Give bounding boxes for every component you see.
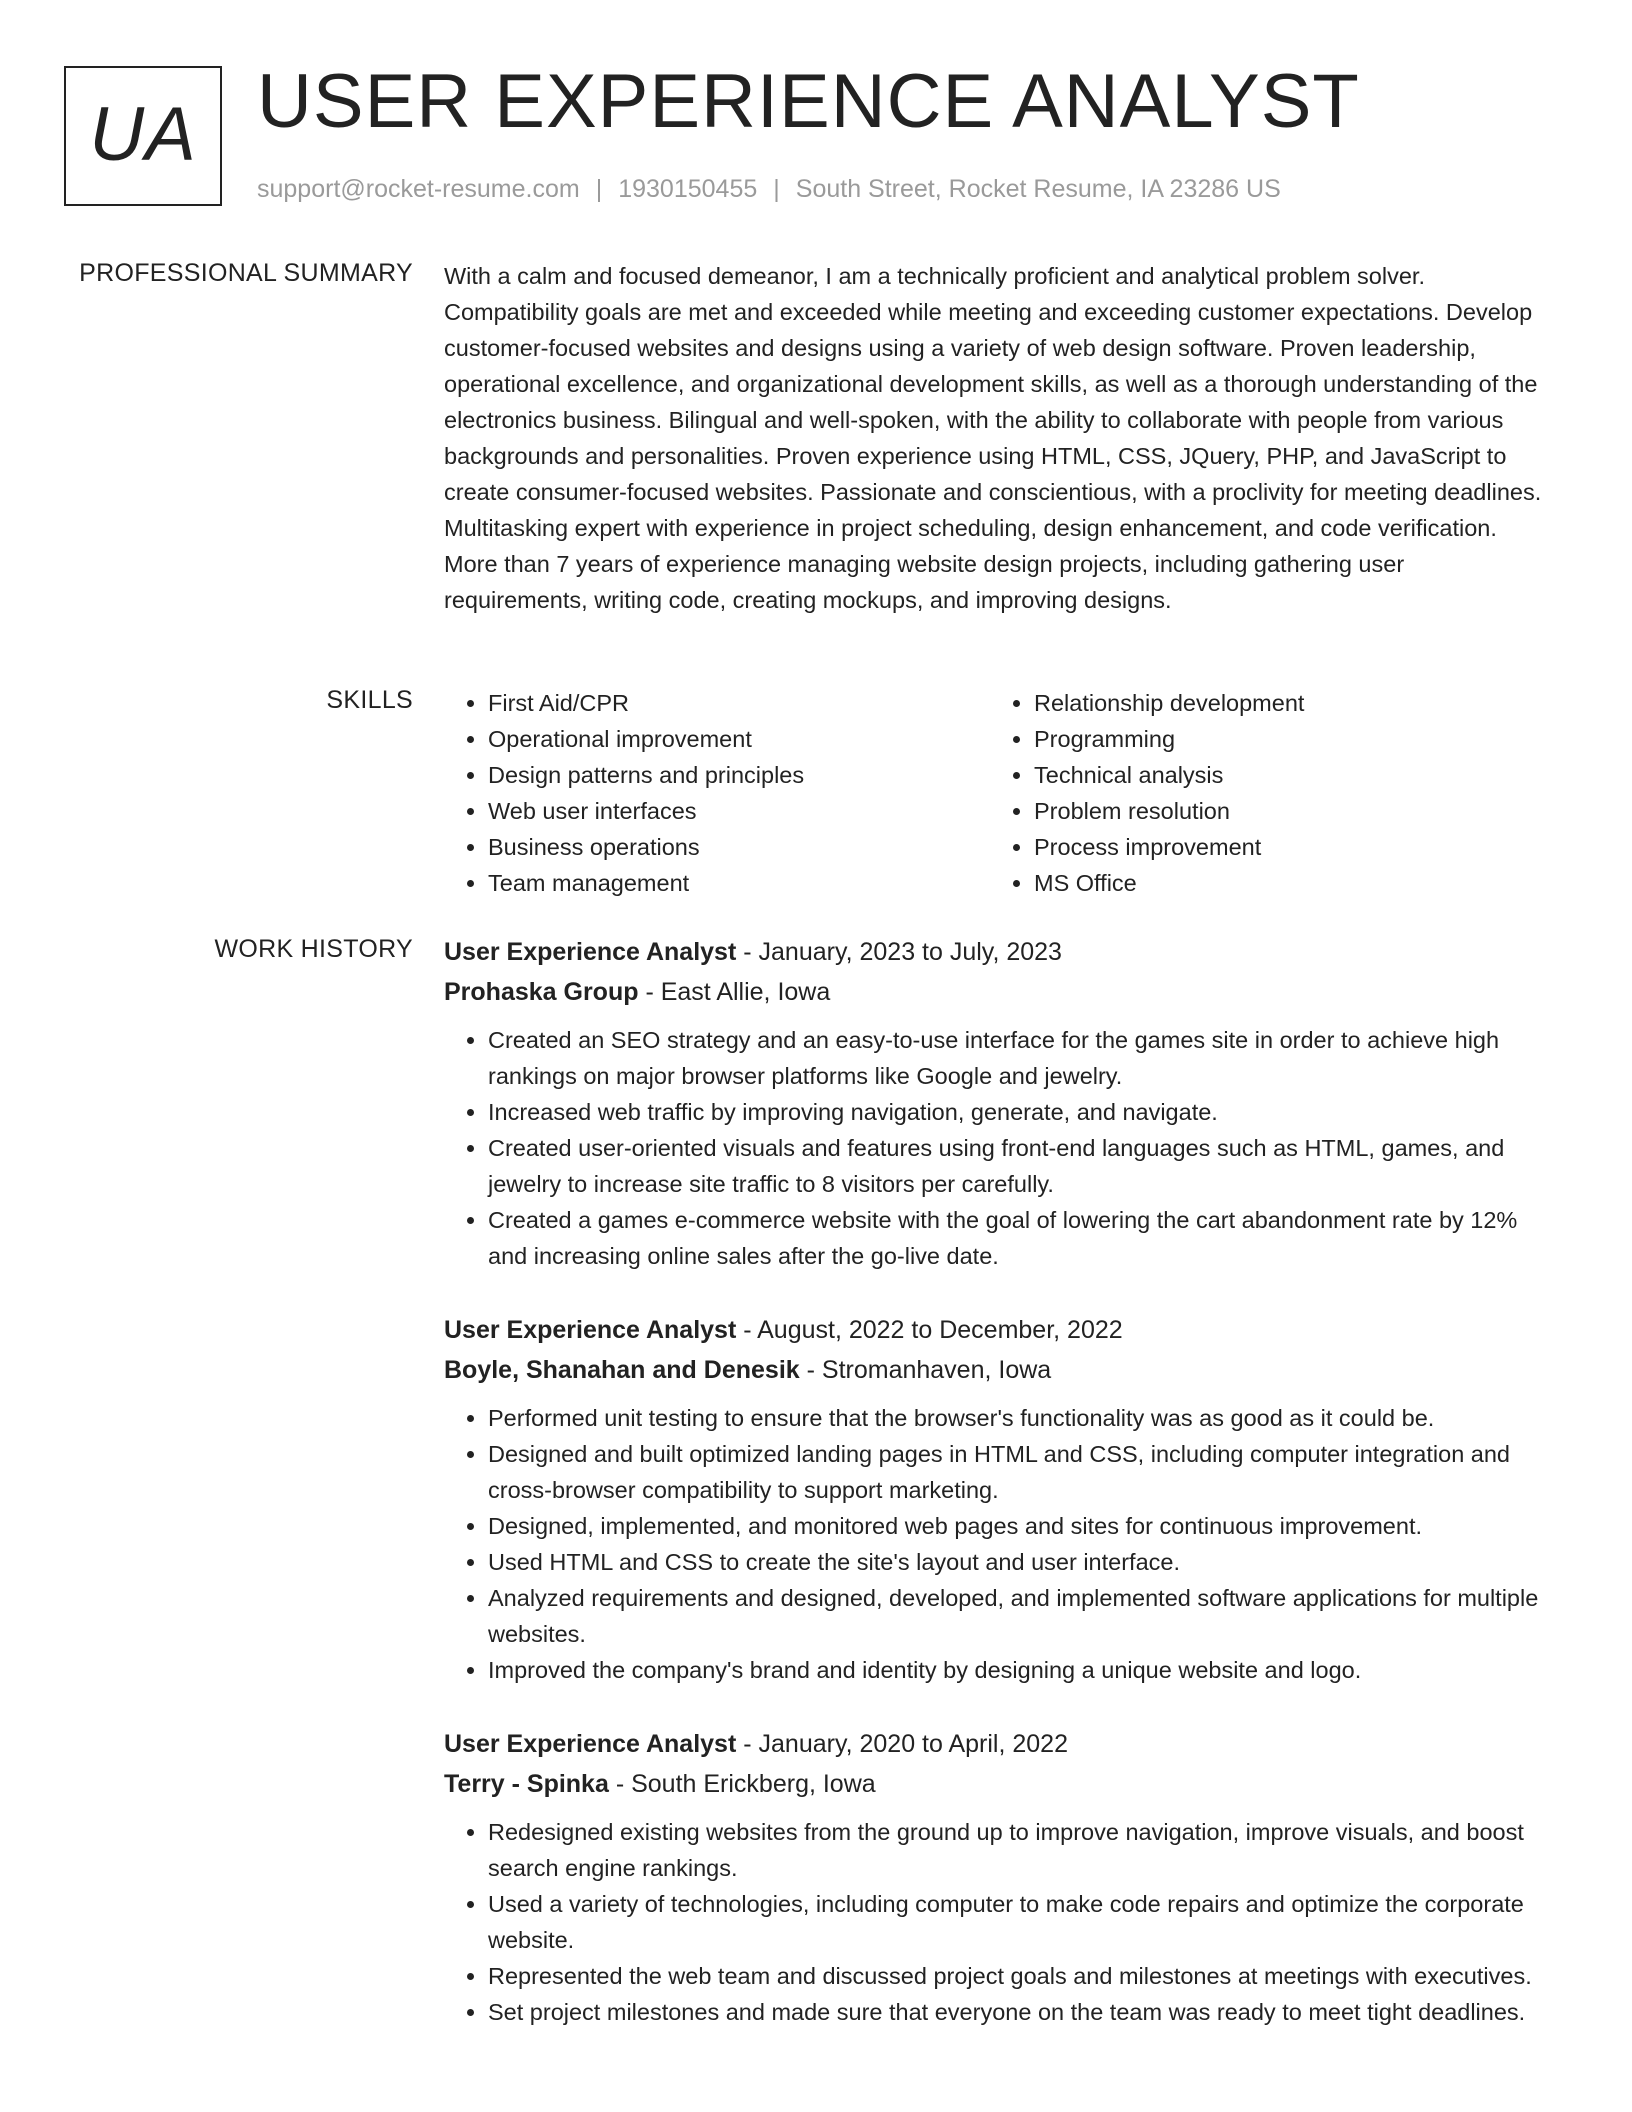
job-bullet: • Created a games e-commerce website with the goal of lowering the cart abandonment rate by 12% and increasing online sales after the go-live date. [488, 1202, 1544, 1274]
skills-body [444, 685, 1544, 901]
job-bullet: • Set project milestones and made sure that everyone on the team was ready to meet tight deadlines. [488, 1994, 1544, 2030]
skill-item: • Web user interfaces [488, 793, 990, 829]
job-location: - East Allie, Iowa [645, 978, 831, 1006]
skill-item: • Technical analysis [1034, 757, 1536, 793]
job-entry [444, 1724, 1544, 2030]
skills-list-left [444, 685, 990, 901]
skill-item: • Relationship development [1034, 685, 1536, 721]
resume-header [64, 59, 1564, 216]
job-location: - Stromanhaven, Iowa [806, 1356, 1052, 1384]
section-heading-work-history: WORK HISTORY [214, 935, 413, 963]
job-company-line [444, 1764, 1544, 1804]
job-title: User Experience Analyst [444, 938, 737, 966]
resume-title: USER EXPERIENCE ANALYST [257, 59, 1360, 144]
job-bullet: • Redesigned existing websites from the ground up to improve navigation, improve visuals, and boost search engine rankings. [488, 1814, 1544, 1886]
contact-line [257, 174, 1281, 204]
job-company: Boyle, Shanahan and Denesik [444, 1356, 800, 1384]
monogram-initials: UA [89, 92, 197, 177]
skill-item: • Operational improvement [488, 721, 990, 757]
summary-body [444, 258, 1544, 618]
skill-item: • Problem resolution [1034, 793, 1536, 829]
job-title: User Experience Analyst [444, 1316, 737, 1344]
job-bullet: • Created an SEO strategy and an easy-to-use interface for the games site in order to achieve high rankings on major browser platforms like Google and jewelry. [488, 1022, 1544, 1094]
job-company-line [444, 972, 1544, 1012]
job-title-line [444, 1310, 1544, 1350]
job-dates: - January, 2023 to July, 2023 [743, 938, 1062, 966]
job-bullet-list [444, 1814, 1544, 2030]
section-heading-skills: SKILLS [326, 686, 413, 714]
job-entry [444, 1310, 1544, 1688]
job-dates: - January, 2020 to April, 2022 [743, 1730, 1068, 1758]
job-location: - South Erickberg, Iowa [615, 1770, 876, 1798]
job-bullet-list [444, 1022, 1544, 1274]
job-bullet: • Used HTML and CSS to create the site's layout and user interface. [488, 1544, 1544, 1580]
contact-separator: | [595, 175, 603, 203]
contact-email[interactable]: support@rocket-resume.com [257, 175, 580, 203]
contact-address: South Street, Rocket Resume, IA 23286 US [795, 175, 1281, 203]
skill-item: • Team management [488, 865, 990, 901]
monogram-box [64, 66, 222, 206]
skills-list-right [990, 685, 1536, 901]
job-dates: - August, 2022 to December, 2022 [743, 1316, 1123, 1344]
job-bullet: • Designed and built optimized landing pages in HTML and CSS, including computer integration and cross-browser compatibility to support marketing. [488, 1436, 1544, 1508]
job-bullet: • Performed unit testing to ensure that the browser's functionality was as good as it could be. [488, 1400, 1544, 1436]
job-bullet: • Used a variety of technologies, including computer to make code repairs and optimize the corporate website. [488, 1886, 1544, 1958]
skill-item: • MS Office [1034, 865, 1536, 901]
job-company-line [444, 1350, 1544, 1390]
job-bullet: • Increased web traffic by improving navigation, generate, and navigate. [488, 1094, 1544, 1130]
contact-separator: | [773, 175, 780, 203]
skill-item: • Programming [1034, 721, 1536, 757]
job-bullet-list [444, 1400, 1544, 1688]
job-title: User Experience Analyst [444, 1730, 737, 1758]
job-bullet: • Designed, implemented, and monitored web pages and sites for continuous improvement. [488, 1508, 1544, 1544]
job-company: Prohaska Group [444, 978, 639, 1006]
job-bullet: • Represented the web team and discussed project goals and milestones at meetings with executives. [488, 1958, 1544, 1994]
job-title-line [444, 932, 1544, 972]
skill-item: • First Aid/CPR [488, 685, 990, 721]
skill-item: • Process improvement [1034, 829, 1536, 865]
job-bullet: • Analyzed requirements and designed, developed, and implemented software applications for multiple websites. [488, 1580, 1544, 1652]
contact-phone[interactable]: 1930150455 [618, 175, 758, 203]
skill-item: • Design patterns and principles [488, 757, 990, 793]
job-bullet: • Improved the company's brand and identity by designing a unique website and logo. [488, 1652, 1544, 1688]
skill-item: • Business operations [488, 829, 990, 865]
job-company: Terry - Spinka [444, 1770, 609, 1798]
section-heading-summary: PROFESSIONAL SUMMARY [79, 259, 413, 287]
summary-text: With a calm and focused demeanor, I am a technically proficient and analytical problem solver. Compatibility goals are met and exceeded while meeting and exceeding customer expectations. Develop customer-focused websites and designs using a variety of web design software. Proven leadership, operational excellence, and organizational development skills, as well as a thorough understanding of the electronics business. Bilingual and well-spoken, with the ability to collaborate with people from various backgrounds and personalities. Proven experience using HTML, CSS, JQuery, PHP, and JavaScript to create consumer-focused websites. Passionate and conscientious, with a proclivity for meeting deadlines. Multitasking expert with experience in project scheduling, design enhancement, and code verification. More than 7 years of experience managing website design projects, including gathering user requirements, writing code, creating mockups, and improving designs. [444, 263, 1542, 613]
job-title-line [444, 1724, 1544, 1764]
job-bullet: • Created user-oriented visuals and features using front-end languages such as HTML, games, and jewelry to increase site traffic to 8 visitors per carefully. [488, 1130, 1544, 1202]
job-entry [444, 932, 1544, 1274]
work-history-body [444, 932, 1544, 2066]
